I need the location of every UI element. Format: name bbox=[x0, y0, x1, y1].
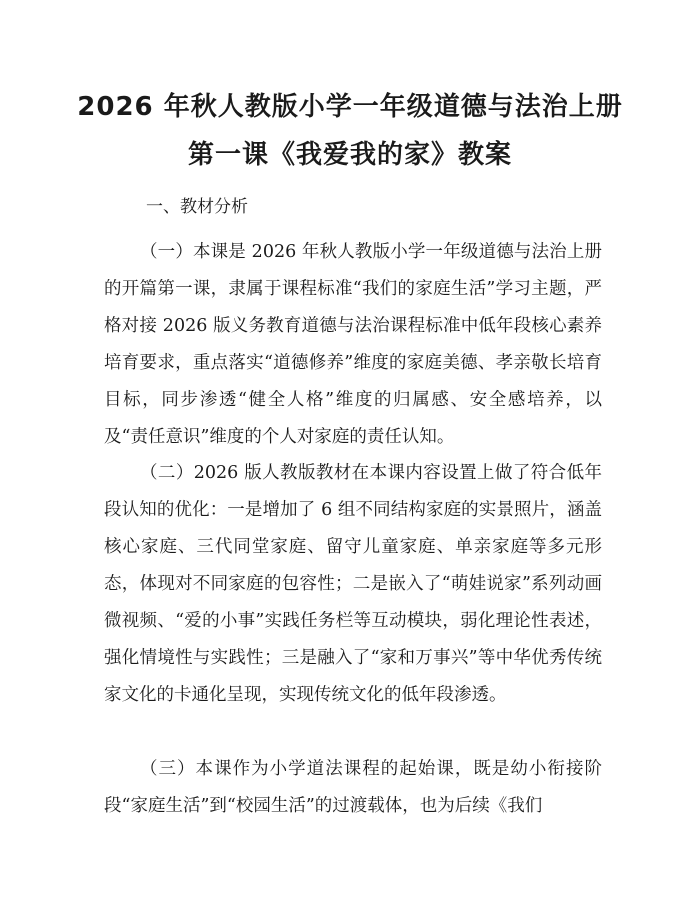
section-heading: 一、教材分析 bbox=[146, 197, 248, 217]
paragraph-3: （三）本课作为小学道法课程的起始课，既是幼小衔接阶段“家庭生活”到“校园生活”的过渡载体，也为后续《我们 bbox=[104, 759, 602, 816]
document-title-line-1: 2026 年秋人教版小学一年级道德与法治上册 bbox=[77, 92, 623, 122]
document-title-line-2: 第一课《我爱我的家》教案 bbox=[187, 140, 512, 170]
paragraph-2: （二）2026 版人教版教材在本课内容设置上做了符合低年段认知的优化：一是增加了 6 组不同结构家庭的实景照片，涵盖核心家庭、三代同堂家庭、留守儿童家庭、单亲家庭等多元形态，体现对不同家庭的包容性；二是嵌入了“萌娃说家”系列动画微视频、“爱的小事”实践任务栏等互动模块，弱化理论性表述，强化情境性与实践性；三是融入了“家和万事兴”等中华优秀传统家文化的卡通化呈现，实现传统文化的低年段渗透。 bbox=[104, 463, 602, 705]
paragraph-1: （一）本课是 2026 年秋人教版小学一年级道德与法治上册的开篇第一课，隶属于课程标准“我们的家庭生活”学习主题，严格对接 2026 版义务教育道德与法治课程标准中低年段核心素养培育要求，重点落实“道德修养”维度的家庭美德、孝亲敬长培育目标，同步渗透“健全人格”维度的归属感、安全感培养，以及“责任意识”维度的个人对家庭的责任认知。 bbox=[104, 242, 602, 447]
